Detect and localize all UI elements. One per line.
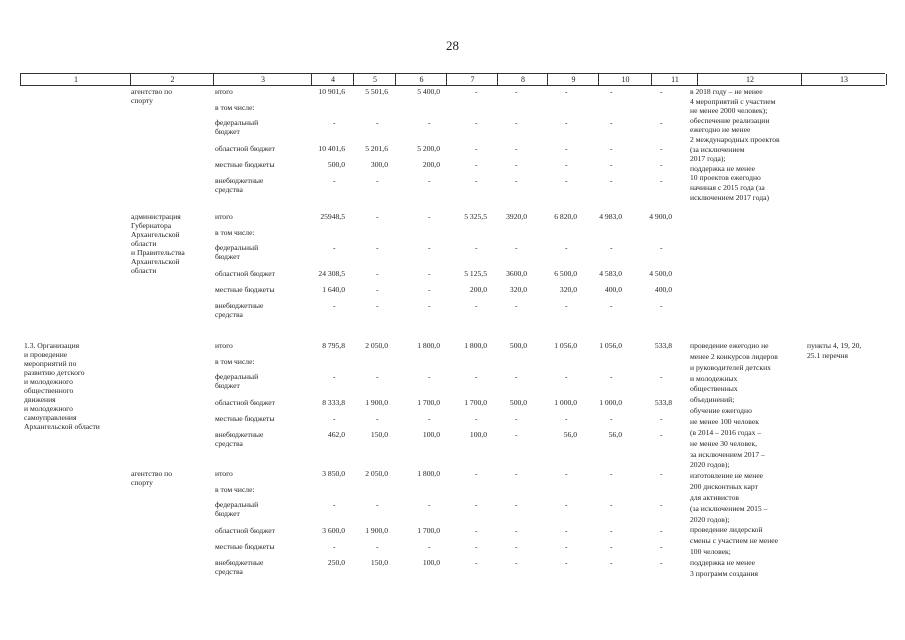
reference-line: пункты 4, 19, 20, [807,341,862,350]
value-cell: - [565,526,568,535]
value-cell: - [475,414,478,423]
value-cell: - [475,542,478,551]
result-note-line: (за исключением 2015 – [690,503,768,513]
value-cell: 150,0 [370,430,388,439]
value-cell: - [475,372,478,381]
result-note-line: 10 проектов ежегодно [690,173,761,183]
executor-line: спорту [131,478,153,487]
value-cell: 500,0 [509,398,527,407]
value-cell: 1 640,0 [322,285,345,294]
value-cell: - [428,269,431,278]
value-cell: 1 000,0 [599,398,622,407]
value-cell: - [515,526,518,535]
header-col-3: 3 [213,74,312,85]
value-cell: - [376,301,379,310]
result-note-line: 2017 года); [690,154,726,164]
value-cell: - [610,414,613,423]
funding-source-label: местные бюджеты [215,160,275,169]
value-cell: - [475,87,478,96]
section-title-line: 1.3. Организация [24,341,80,350]
value-cell: 1 800,0 [464,341,487,350]
value-cell: - [565,118,568,127]
funding-source-label: в том числе: [215,357,255,366]
value-cell: - [660,176,663,185]
value-cell: - [660,430,663,439]
funding-source-label: в том числе: [215,485,255,494]
funding-source-label: внебюджетные [215,301,264,310]
value-cell: 1 800,0 [417,341,440,350]
funding-source-label: бюджет [215,509,240,518]
value-cell: 100,0 [422,430,440,439]
value-cell: 250,0 [327,558,345,567]
value-cell: 5 325,5 [464,212,487,221]
result-note-line: 4 мероприятий с участием [690,96,776,106]
value-cell: - [515,144,518,153]
value-cell: - [333,243,336,252]
value-cell: - [475,144,478,153]
result-note-line: общественных [690,384,738,394]
reference-line: 25.1 перечня [807,351,848,360]
page-number: 28 [446,38,459,53]
value-cell: - [660,500,663,509]
funding-source-label: федеральный [215,243,259,252]
result-note-line: объединений; [690,395,735,405]
value-cell: 200,0 [422,160,440,169]
result-note-line: поддержка не менее [690,558,755,567]
table-header [20,73,885,86]
value-cell: 4 900,0 [649,212,672,221]
value-cell: - [475,526,478,535]
value-cell: 56,0 [563,430,577,439]
value-cell: 200,0 [469,285,487,294]
value-cell: - [376,176,379,185]
result-note-line: проведение ежегодно не [690,341,769,350]
value-cell: - [428,500,431,509]
executor-line: Архангельской [131,230,180,239]
value-cell: 10 901,6 [318,87,345,96]
header-col-6: 6 [395,74,447,85]
value-cell: 3920,0 [506,212,527,221]
header-col-4: 4 [311,74,354,85]
value-cell: - [610,87,613,96]
funding-source-label: местные бюджеты [215,285,275,294]
value-cell: - [660,118,663,127]
value-cell: - [515,430,518,439]
value-cell: - [428,212,431,221]
funding-source-label: итого [215,87,233,96]
funding-source-label: внебюджетные [215,430,264,439]
result-note-line: за исключением 2017 – [690,449,765,459]
value-cell: - [475,243,478,252]
result-note-line: 200 дисконтных карт [690,482,758,492]
value-cell: - [565,542,568,551]
value-cell: - [515,243,518,252]
value-cell: 5 125,5 [464,269,487,278]
value-cell: 10 401,6 [318,144,345,153]
value-cell: 320,0 [509,285,527,294]
value-cell: - [610,372,613,381]
value-cell: - [565,176,568,185]
value-cell: 1 000,0 [554,398,577,407]
value-cell: - [333,176,336,185]
executor-line: области [131,266,157,275]
value-cell: 4 983,0 [599,212,622,221]
funding-source-label: внебюджетные [215,176,264,185]
value-cell: - [515,372,518,381]
value-cell: 5 200,0 [417,144,440,153]
value-cell: - [515,118,518,127]
funding-source-label: бюджет [215,381,240,390]
result-note-line: проведение лидерской [690,525,763,535]
value-cell: - [610,469,613,478]
result-note-line: 100 человек; [690,547,731,557]
executor-line: администрация [131,212,181,221]
value-cell: - [565,87,568,96]
value-cell: - [475,160,478,169]
value-cell: - [660,301,663,310]
value-cell: 3 850,0 [322,469,345,478]
funding-source-label: областной бюджет [215,526,275,535]
executor-line: спорту [131,96,153,105]
value-cell: - [610,160,613,169]
executor-line: Губернатора [131,221,172,230]
funding-source-label: местные бюджеты [215,542,275,551]
value-cell: 533,8 [654,398,672,407]
value-cell: - [660,558,663,567]
value-cell: - [333,500,336,509]
value-cell: 6 820,0 [554,212,577,221]
value-cell: - [660,160,663,169]
section-title-line: и молодежного [24,404,73,413]
value-cell: - [428,118,431,127]
value-cell: - [428,542,431,551]
section-title-line: Архангельской области [24,422,100,431]
result-note-line: обучение ежегодно [690,406,752,416]
header-col-5: 5 [353,74,396,85]
value-cell: - [428,301,431,310]
value-cell: 100,0 [469,430,487,439]
value-cell: - [376,285,379,294]
value-cell: - [333,118,336,127]
value-cell: - [376,500,379,509]
value-cell: 5 201,6 [365,144,388,153]
value-cell: 1 800,0 [417,469,440,478]
value-cell: - [515,542,518,551]
funding-source-label: областной бюджет [215,144,275,153]
value-cell: - [428,414,431,423]
result-note-line: не менее 30 человек, [690,438,757,448]
result-note-line: 3 программ создания [690,568,759,578]
header-col-13: 13 [801,74,887,85]
value-cell: 5 400,0 [417,87,440,96]
result-note-line: не менее 100 человек [690,416,759,426]
value-cell: - [333,301,336,310]
value-cell: 8 795,8 [322,341,345,350]
value-cell: - [610,243,613,252]
value-cell: - [515,160,518,169]
value-cell: - [376,372,379,381]
value-cell: 1 700,0 [464,398,487,407]
value-cell: 500,0 [509,341,527,350]
funding-source-label: федеральный [215,372,259,381]
value-cell: - [565,160,568,169]
header-col-8: 8 [497,74,548,85]
value-cell: - [565,243,568,252]
result-note-line: 2020 годов); [690,460,730,470]
header-col-1: 1 [20,74,131,85]
value-cell: - [475,118,478,127]
value-cell: 400,0 [604,285,622,294]
value-cell: - [376,212,379,221]
value-cell: 1 700,0 [417,526,440,535]
value-cell: - [660,542,663,551]
result-note-line: исключением 2017 года) [690,192,770,202]
value-cell: 3 600,0 [322,526,345,535]
value-cell: - [660,243,663,252]
executor-line: агентство по [131,87,173,96]
value-cell: 500,0 [327,160,345,169]
result-note-line: поддержка не менее [690,163,755,173]
value-cell: - [515,87,518,96]
executor-line: Архангельской [131,257,180,266]
header-col-9: 9 [547,74,599,85]
value-cell: - [565,558,568,567]
section-title-line: движения [24,395,56,404]
result-note-line: изготовление не менее [690,471,764,481]
executor-line: и Правительства [131,248,185,257]
funding-source-label: местные бюджеты [215,414,275,423]
value-cell: - [660,144,663,153]
value-cell: - [428,285,431,294]
value-cell: 100,0 [422,558,440,567]
value-cell: - [565,372,568,381]
value-cell: - [428,372,431,381]
funding-source-label: средства [215,567,243,576]
value-cell: 5 501,6 [365,87,388,96]
result-note-line: обеспечение реализации [690,115,770,125]
value-cell: 533,8 [654,341,672,350]
header-col-10: 10 [598,74,652,85]
result-note-line: 2020 годов); [690,514,730,524]
value-cell: 8 333,8 [322,398,345,407]
value-cell: 1 900,0 [365,398,388,407]
result-note-line: и руководителей детских [690,362,771,372]
result-note-line: (за исключением [690,144,745,154]
value-cell: - [610,176,613,185]
value-cell: 6 500,0 [554,269,577,278]
value-cell: 56,0 [608,430,622,439]
result-note-line: (в 2014 – 2016 годах – [690,427,762,437]
value-cell: - [515,414,518,423]
value-cell: - [610,118,613,127]
value-cell: - [376,269,379,278]
value-cell: 320,0 [559,285,577,294]
result-note-line: в 2018 году – не менее [690,87,763,96]
funding-source-label: средства [215,439,243,448]
value-cell: - [610,500,613,509]
funding-source-label: в том числе: [215,103,255,112]
section-title-line: самоуправления [24,413,77,422]
value-cell: 1 056,0 [599,341,622,350]
value-cell: - [565,500,568,509]
value-cell: - [376,243,379,252]
executor-line: агентство по [131,469,173,478]
value-cell: 24 308,5 [318,269,345,278]
value-cell: 2 050,0 [365,341,388,350]
value-cell: 1 056,0 [554,341,577,350]
value-cell: - [660,414,663,423]
value-cell: - [610,542,613,551]
value-cell: - [475,301,478,310]
result-note-line: ежегодно не менее [690,125,751,135]
value-cell: 1 700,0 [417,398,440,407]
funding-source-label: итого [215,469,233,478]
value-cell: - [610,526,613,535]
value-cell: - [428,176,431,185]
value-cell: - [610,301,613,310]
value-cell: - [660,87,663,96]
section-title-line: мероприятий по [24,359,77,368]
value-cell: - [610,144,613,153]
value-cell: 462,0 [327,430,345,439]
value-cell: 300,0 [370,160,388,169]
value-cell: - [515,301,518,310]
value-cell: - [376,542,379,551]
result-note-line: начиная с 2015 года (за [690,183,765,192]
funding-source-label: внебюджетные [215,558,264,567]
funding-source-label: бюджет [215,127,240,136]
result-note-line: для активистов [690,492,740,502]
value-cell: 4 500,0 [649,269,672,278]
section-title-line: и молодежного [24,377,73,386]
section-title-line: развитию детского [24,368,85,377]
result-note-line: не менее 2000 человек); [690,106,768,116]
funding-source-label: федеральный [215,500,259,509]
header-col-7: 7 [446,74,498,85]
value-cell: - [660,372,663,381]
section-title-line: общественного [24,386,74,395]
value-cell: 2 050,0 [365,469,388,478]
value-cell: - [515,176,518,185]
header-col-2: 2 [130,74,214,85]
value-cell: - [333,542,336,551]
funding-source-label: итого [215,341,233,350]
value-cell: - [376,414,379,423]
value-cell: - [475,558,478,567]
funding-source-label: средства [215,185,243,194]
value-cell: - [333,414,336,423]
funding-source-label: бюджет [215,252,240,261]
result-note-line: менее 2 конкурсов лидеров [690,351,778,361]
value-cell: - [610,558,613,567]
value-cell: - [428,243,431,252]
funding-source-label: средства [215,310,243,319]
result-note-line: 2 международных проектов [690,135,780,144]
header-col-11: 11 [651,74,698,85]
value-cell: 400,0 [654,285,672,294]
value-cell: - [515,558,518,567]
value-cell: - [376,118,379,127]
value-cell: 25948,5 [320,212,345,221]
result-note-line: смены с участием не менее [690,536,779,546]
funding-source-label: областной бюджет [215,398,275,407]
funding-source-label: итого [215,212,233,221]
value-cell: - [565,144,568,153]
value-cell: 1 900,0 [365,526,388,535]
value-cell: - [660,469,663,478]
funding-source-label: в том числе: [215,228,255,237]
value-cell: - [475,176,478,185]
executor-line: области [131,239,157,248]
value-cell: - [515,500,518,509]
value-cell: - [515,469,518,478]
funding-source-label: федеральный [215,118,259,127]
section-title-line: и проведение [24,350,68,359]
value-cell: - [565,414,568,423]
value-cell: - [565,469,568,478]
value-cell: - [565,301,568,310]
header-col-12: 12 [697,74,802,85]
value-cell: - [475,469,478,478]
value-cell: - [660,526,663,535]
value-cell: 4 583,0 [599,269,622,278]
funding-source-label: областной бюджет [215,269,275,278]
value-cell: - [333,372,336,381]
value-cell: 3600,0 [506,269,527,278]
value-cell: - [475,500,478,509]
value-cell: 150,0 [370,558,388,567]
result-note-line: и молодежных [690,373,738,383]
